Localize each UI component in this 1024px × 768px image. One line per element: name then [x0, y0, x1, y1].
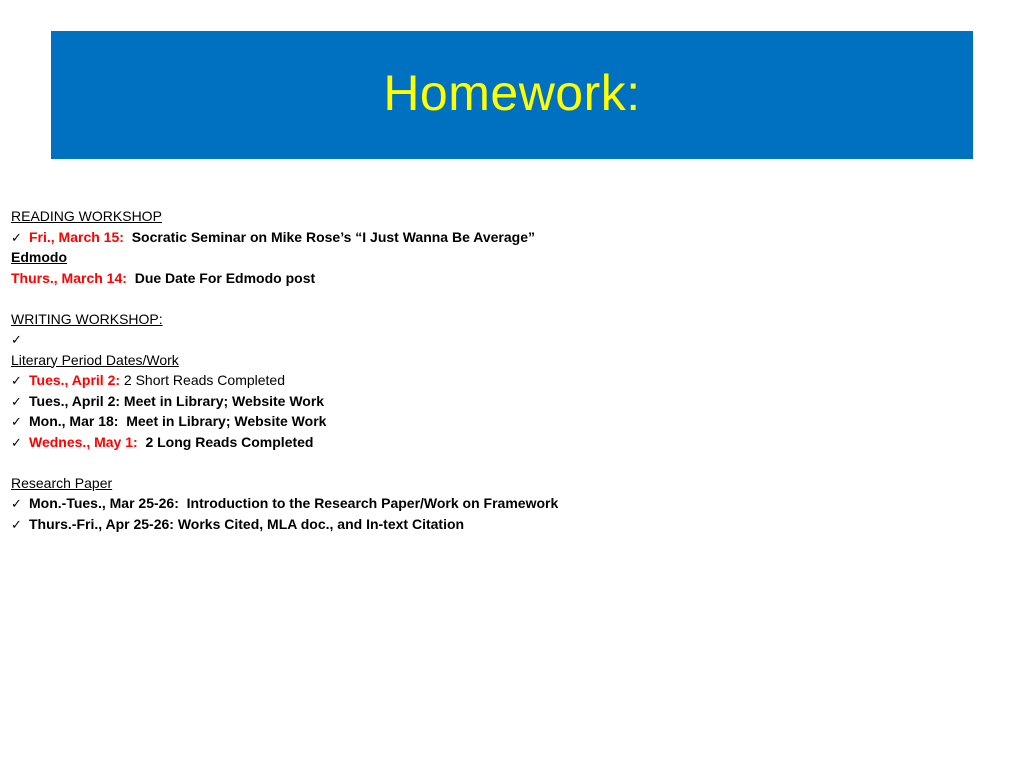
- reading-item-1-text: Socratic Seminar on Mike Rose’s “I Just Wanna Be Average”: [131, 228, 535, 245]
- research-item-1: [11, 493, 1011, 514]
- edmodo-date: Thurs., March 14:: [11, 269, 127, 286]
- writing-item-2-text: Tues., April 2: Meet in Library; Website Work: [29, 392, 325, 409]
- edmodo-item: [11, 268, 1011, 289]
- spacer: [11, 288, 1011, 309]
- checkmark-icon: ✓: [11, 496, 22, 511]
- reading-workshop-heading: READING WORKSHOP: [11, 208, 162, 224]
- reading-item-1-date: Fri., March 15:: [29, 228, 124, 245]
- writing-item-4-date: Wednes., May 1:: [29, 433, 138, 450]
- checkmark-icon: ✓: [11, 229, 22, 245]
- writing-item-1-date: Tues., April 2:: [29, 372, 121, 388]
- title-bar: [51, 31, 973, 159]
- checkmark-icon: ✓: [11, 516, 22, 532]
- research-paper-heading-line: [11, 473, 1011, 494]
- writing-item-2: [11, 391, 1011, 412]
- research-item-1-text: Mon.-Tues., Mar 25-26: Introduction to the Research Paper/Work on Framework: [29, 495, 559, 511]
- research-paper-heading: Research Paper: [11, 474, 113, 491]
- reading-item-1: [11, 227, 1011, 248]
- writing-workshop-heading: WRITING WORKSHOP:: [11, 310, 163, 327]
- homework-content: [11, 206, 1011, 534]
- writing-item-1: [11, 370, 1011, 391]
- edmodo-heading-line: [11, 247, 1011, 268]
- checkmark-icon: ✓: [11, 332, 22, 347]
- empty-check-line: [11, 329, 1011, 350]
- edmodo-text: Due Date For Edmodo post: [134, 269, 316, 286]
- reading-workshop-heading-line: [11, 206, 1011, 227]
- writing-workshop-heading-line: [11, 309, 1011, 330]
- edmodo-heading: Edmodo: [11, 249, 67, 265]
- slide-title: Homework:: [383, 65, 641, 121]
- checkmark-icon: ✓: [11, 393, 22, 409]
- checkmark-icon: ✓: [11, 414, 22, 429]
- research-item-2: [11, 514, 1011, 535]
- literary-period-heading-line: [11, 350, 1011, 371]
- writing-item-3: [11, 411, 1011, 432]
- spacer: [11, 452, 1011, 473]
- writing-item-1-text: 2 Short Reads Completed: [123, 372, 285, 388]
- checkmark-icon: ✓: [11, 434, 22, 450]
- literary-period-heading: Literary Period Dates/Work: [11, 351, 179, 368]
- writing-item-3-text: Mon., Mar 18: Meet in Library; Website Work: [29, 413, 327, 429]
- research-item-2-text: Thurs.-Fri., Apr 25-26: Works Cited, MLA doc., and In-text Citation: [29, 515, 465, 532]
- writing-item-4: [11, 432, 1011, 453]
- writing-item-4-text: 2 Long Reads Completed: [145, 433, 314, 450]
- checkmark-icon: ✓: [11, 373, 22, 388]
